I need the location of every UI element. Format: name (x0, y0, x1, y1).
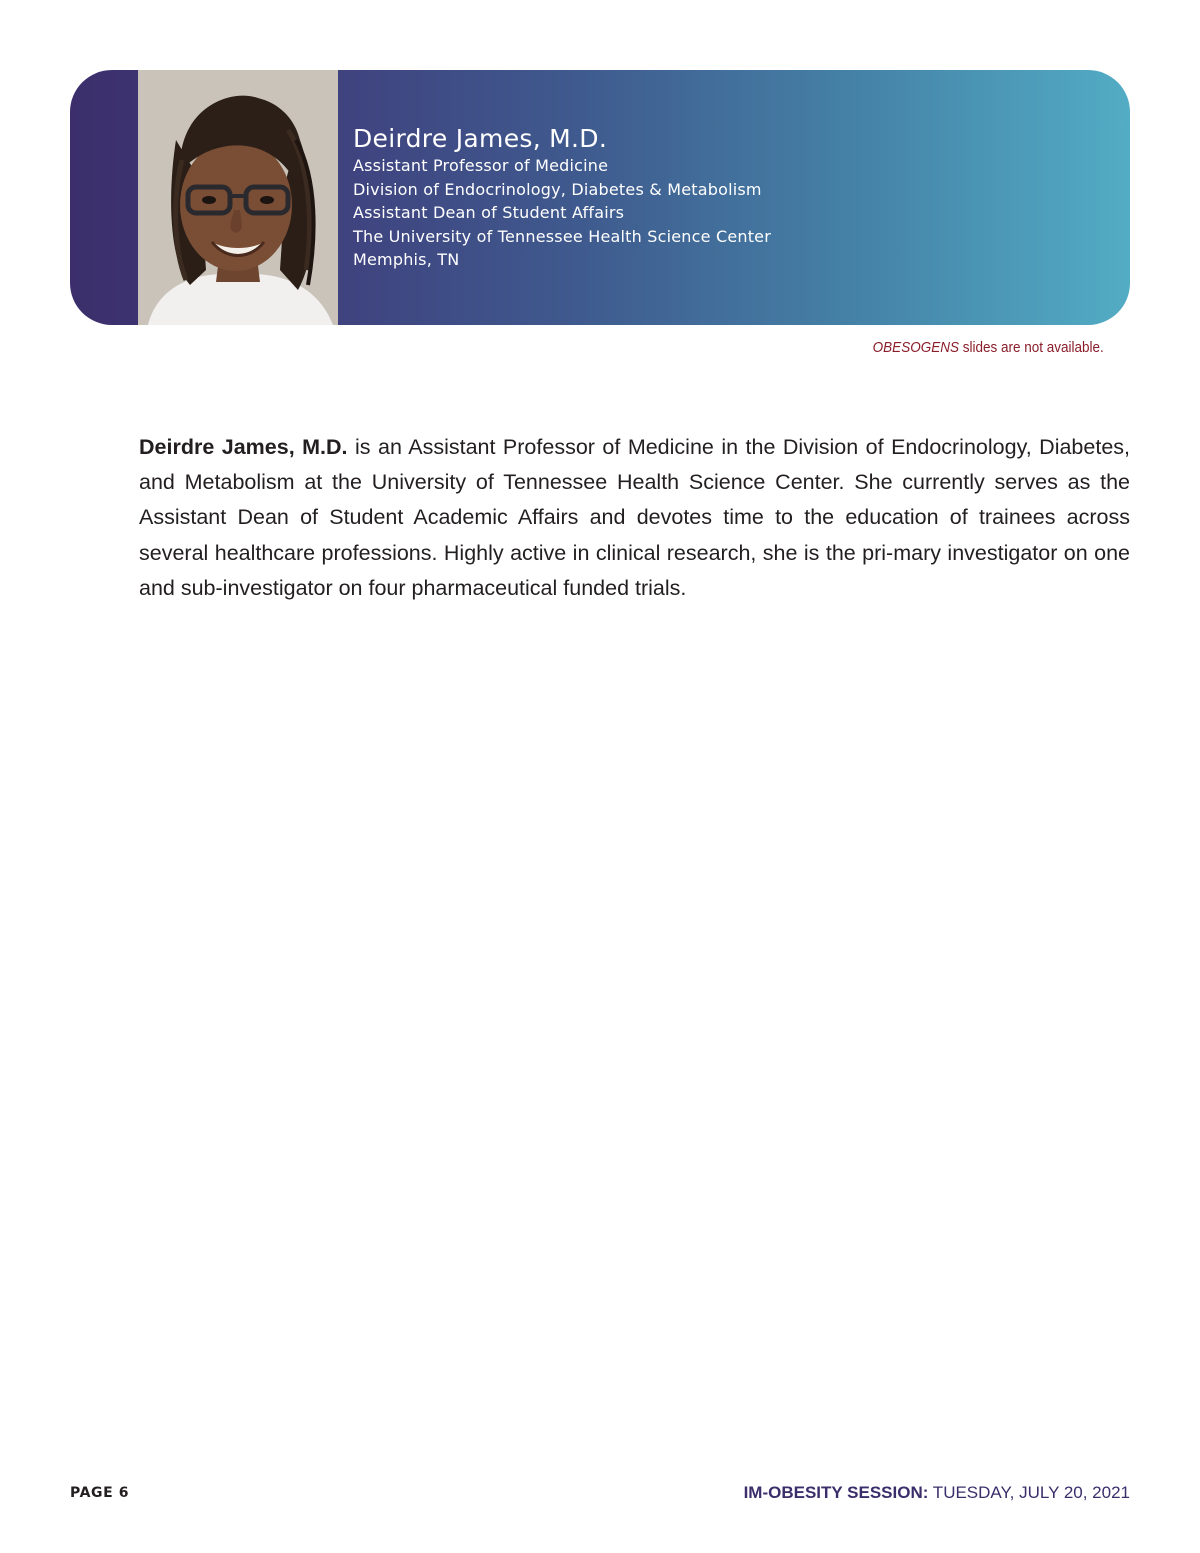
page-number: PAGE 6 (70, 1485, 130, 1501)
speaker-dean-role: Assistant Dean of Student Affairs (353, 203, 625, 222)
bio-text: is an Assistant Professor of Medicine in the Division of Endocrinology, Diabetes, and Metabolism at the University of Tennessee Health Science Center. She currently serves as the Assistant Dean of Student Academic Affairs and devotes time to the education of trainees across several healthcare professions. Highly active in clinical research, she is the pri-mary investigator on one and sub-investigator on four pharmaceutical funded trials. (139, 435, 1130, 600)
slides-note-text: slides are not available. (959, 339, 1104, 356)
session-footer (744, 1483, 1130, 1503)
speaker-location: Memphis, TN (353, 250, 460, 269)
slides-note-topic: OBESOGENS (872, 339, 960, 356)
speaker-title: Assistant Professor of Medicine (353, 156, 609, 175)
speaker-photo (138, 70, 338, 325)
speaker-banner (70, 70, 1130, 325)
speaker-division: Division of Endocrinology, Diabetes & Metabolism (353, 179, 762, 199)
speaker-info (353, 124, 771, 272)
session-label: IM-OBESITY SESSION: (743, 1483, 929, 1502)
speaker-portrait-image (138, 70, 338, 325)
speaker-name: Deirdre James, M.D. (353, 124, 608, 153)
speaker-institution: The University of Tennessee Health Science Center (353, 226, 772, 246)
slides-note (873, 339, 1104, 356)
speaker-bio (139, 430, 1130, 606)
session-date: TUESDAY, JULY 20, 2021 (928, 1483, 1130, 1502)
bio-speaker-name: Deirdre James, M.D. (139, 435, 348, 459)
